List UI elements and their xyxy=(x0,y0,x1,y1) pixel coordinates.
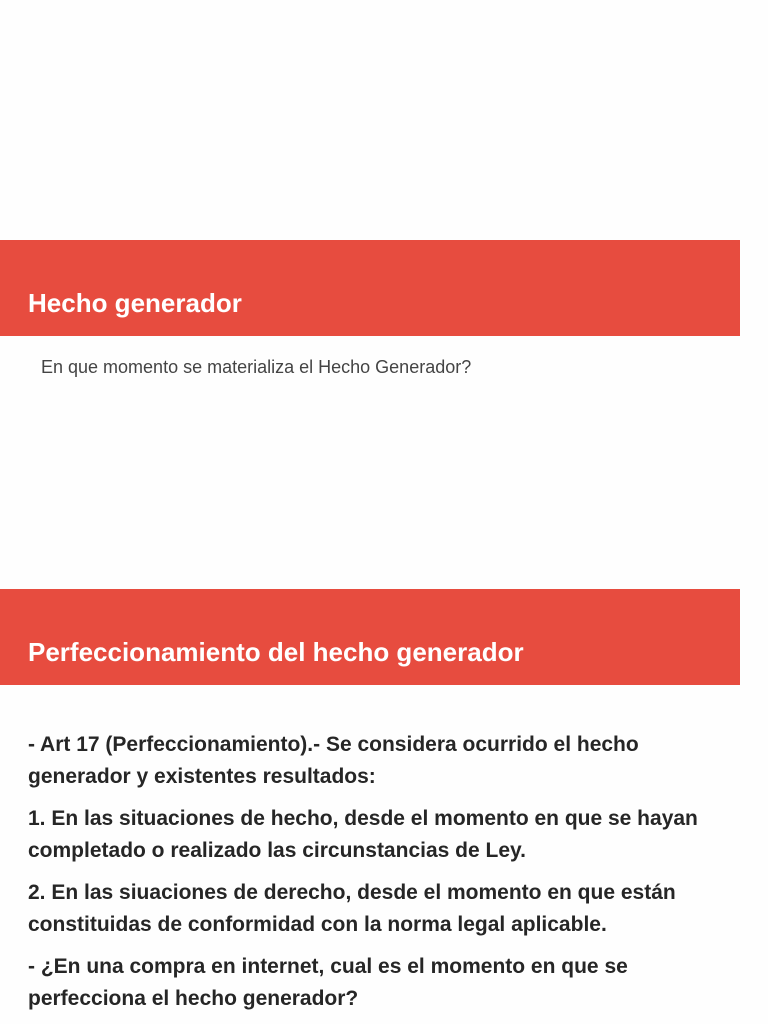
section-2-body xyxy=(28,729,728,1024)
section-1-banner xyxy=(0,240,740,336)
paragraph-article-17: - Art 17 (Perfeccionamiento).- Se considera ocurrido el hecho generador y existentes resultados: xyxy=(28,733,639,788)
section-1-title: Hecho generador xyxy=(28,287,242,318)
paragraph-internet-question: - ¿En una compra en internet, cual es el momento en que se perfecciona el hecho generador? xyxy=(28,955,628,1010)
paragraph-situaciones-de-hecho: 1. En las situaciones de hecho, desde el momento en que se hayan completado o realizado las circunstancias de Ley. xyxy=(28,807,698,862)
section-1-question: En que momento se materializa el Hecho Generador? xyxy=(41,357,472,377)
section-2-banner xyxy=(0,589,740,685)
paragraph-situaciones-de-derecho: 2. En las siuaciones de derecho, desde el momento en que están constituidas de conformidad con la norma legal aplicable. xyxy=(28,881,676,936)
section-2-title: Perfeccionamiento del hecho generador xyxy=(28,636,524,667)
